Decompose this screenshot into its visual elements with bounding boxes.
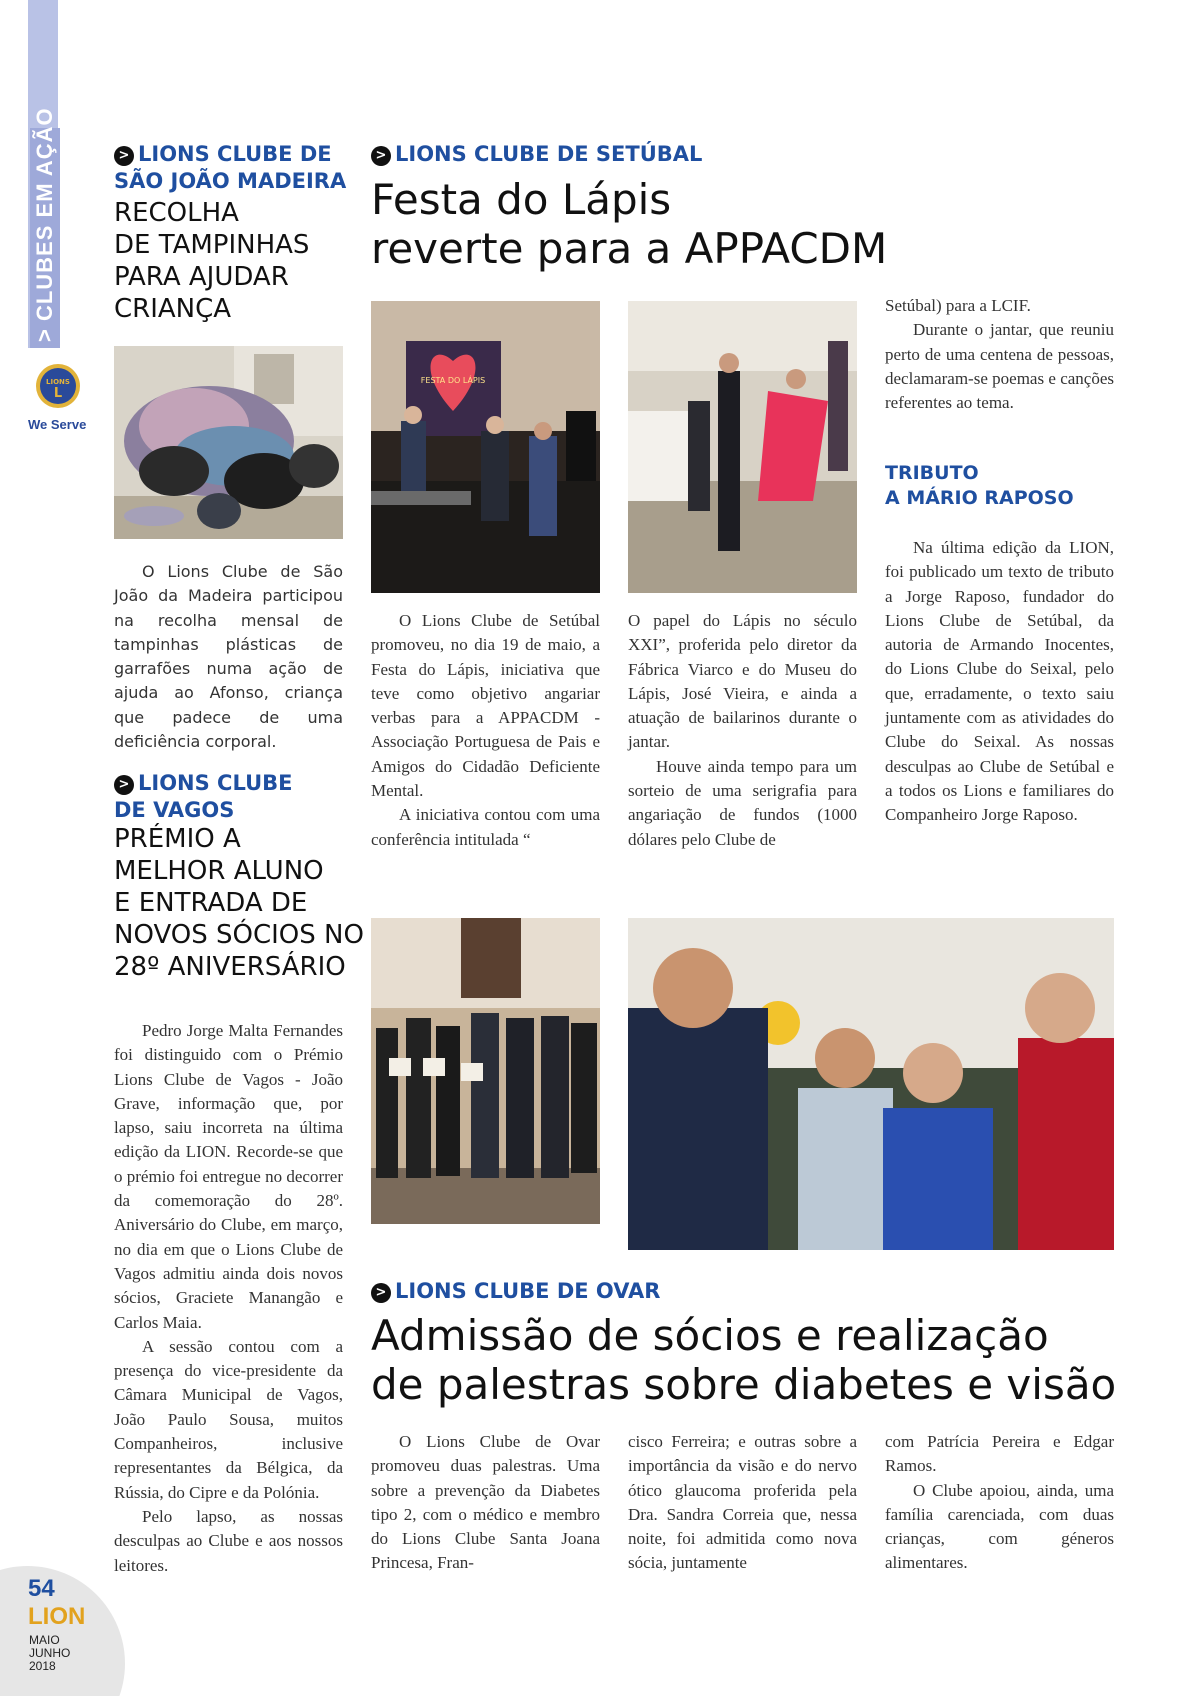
body-setubal-col2: O papel do Lápis no século XXI”, proferida pelo diretor da Fábrica Viarco e do Museu do Lápis, José Vieira, e ainda a atuação de bailarinos durante o jantar. Houve ainda tempo para um sorteio de uma serigrafia para angariação de fundos (1000 dólares pelo Clube de <box>628 611 857 849</box>
body-vagos: Pedro Jorge Malta Fernandes foi distinguido com o Prémio Lions Clube de Vagos - João Grave, informação que, por lapso, saiu incorreta na última edição da LION. Recorde-se que o prémio foi entregue no decorrer da comemoração do 28º. Aniversário do Clube, em março, no dia em que o Lions Clube de Vagos admitiu ainda dois novos sócios, Graciete Manangão e Carlos Maia. A sessão contou com a presença do vice-presidente da Câmara Municipal de Vagos, João Paulo Sousa, muitos Companheiros, inclusive representantes da Bélgica, da Rússia, do Cipre e da Polónia. Pelo lapso, as nossas desculpas ao Clube e aos nossos leitores. <box>114 1021 343 1575</box>
tribute-heading: TRIBUTO A MÁRIO RAPOSO <box>885 462 1074 509</box>
arrow-icon: > <box>114 775 134 795</box>
svg-text:FESTA DO LÁPIS: FESTA DO LÁPIS <box>420 376 486 385</box>
section-label: > CLUBES EM AÇÃO <box>30 128 60 348</box>
photo-festa-dancers <box>628 301 857 593</box>
arrow-icon: > <box>371 146 391 166</box>
body-setubal-col3: Setúbal) para a LCIF. Durante o jantar, que reuniu perto de uma centena de pessoas, declamaram-se poemas e canções referentes ao tema. <box>885 296 1114 413</box>
body-ovar-col1: O Lions Clube de Ovar promoveu duas palestras. Uma sobre a prevenção da Diabetes tipo 2, com o médico e membro do Lions Clube Santa Joana Princesa, Fran- <box>371 1432 600 1573</box>
headline-ovar: Admissão de sócios e realização de palestras sobre diabetes e visão <box>371 1311 1117 1409</box>
page-corner-circle <box>0 1566 125 1696</box>
body-tribute: Na última edição da LION, foi publicado um texto de tributo a Jorge Raposo, fundador do Lions Clube de Setúbal, da autoria de Armando Inocentes, do Lions Clube do Seixal, pelo que, erradamente, o texto saiu juntamente com as atividades do Clube do Seixal. As nossas desculpas ao Clube de Setúbal e a todos os Lions e familiares do Companheiro Jorge Raposo. <box>885 538 1114 825</box>
issue-date: MAIO JUNHO 2018 <box>29 1633 71 1673</box>
magazine-name: LION <box>28 1603 86 1630</box>
photo-vagos-group <box>371 918 600 1224</box>
body-ovar-col3: com Patrícia Pereira e Edgar Ramos. O Clube apoiou, ainda, uma família carenciada, com duas crianças, com géneros alimentares. <box>885 1432 1114 1573</box>
arrow-icon: > <box>114 146 134 166</box>
subhead-sjm: RECOLHA DE TAMPINHAS PARA AJUDAR CRIANÇA <box>114 198 310 324</box>
svg-text:LIONS: LIONS <box>46 378 70 386</box>
slogan: We Serve <box>28 417 87 432</box>
arrow-icon: > <box>371 1283 391 1303</box>
kicker-sjm: > LIONS CLUBE DE SÃO JOÃO MADEIRA <box>114 142 347 193</box>
body-setubal-col1: O Lions Clube de Setúbal promoveu, no dia 19 de maio, a Festa do Lápis, iniciativa que teve como objetivo angariar verbas para a APPACDM - Associação Portuguesa de Pais e Amigos do Cidadão Deficiente Mental. A iniciativa contou com uma conferência intitulada “ <box>371 611 600 849</box>
kicker-setubal: > LIONS CLUBE DE SETÚBAL <box>371 141 702 168</box>
body-sjm: O Lions Clube de São João da Madeira participou na recolha mensal de tampinhas plásticas de garrafões numa ação de ajuda ao Afonso, criança que padece de uma deficiência corporal. <box>114 562 343 752</box>
photo-bottle-caps <box>114 346 343 539</box>
svg-text:L: L <box>53 386 63 401</box>
lions-logo <box>28 362 88 410</box>
kicker-ovar: > LIONS CLUBE DE OVAR <box>371 1278 660 1305</box>
page-number: 54 <box>28 1575 55 1602</box>
photo-ovar-group <box>628 918 1114 1250</box>
photo-festa-stage <box>371 301 600 593</box>
headline-setubal: Festa do Lápis reverte para a APPACDM <box>371 175 888 273</box>
kicker-vagos: > LIONS CLUBE DE VAGOS <box>114 771 293 822</box>
body-ovar-col2: cisco Ferreira; e outras sobre a importância da visão e do nervo ótico glaucoma proferida pela Dra. Sandra Correia que, nessa noite, foi admitida como nova sócia, juntamente <box>628 1432 857 1573</box>
subhead-vagos: PRÉMIO A MELHOR ALUNO E ENTRADA DE NOVOS SÓCIOS NO 28º ANIVERSÁRIO <box>114 824 364 982</box>
